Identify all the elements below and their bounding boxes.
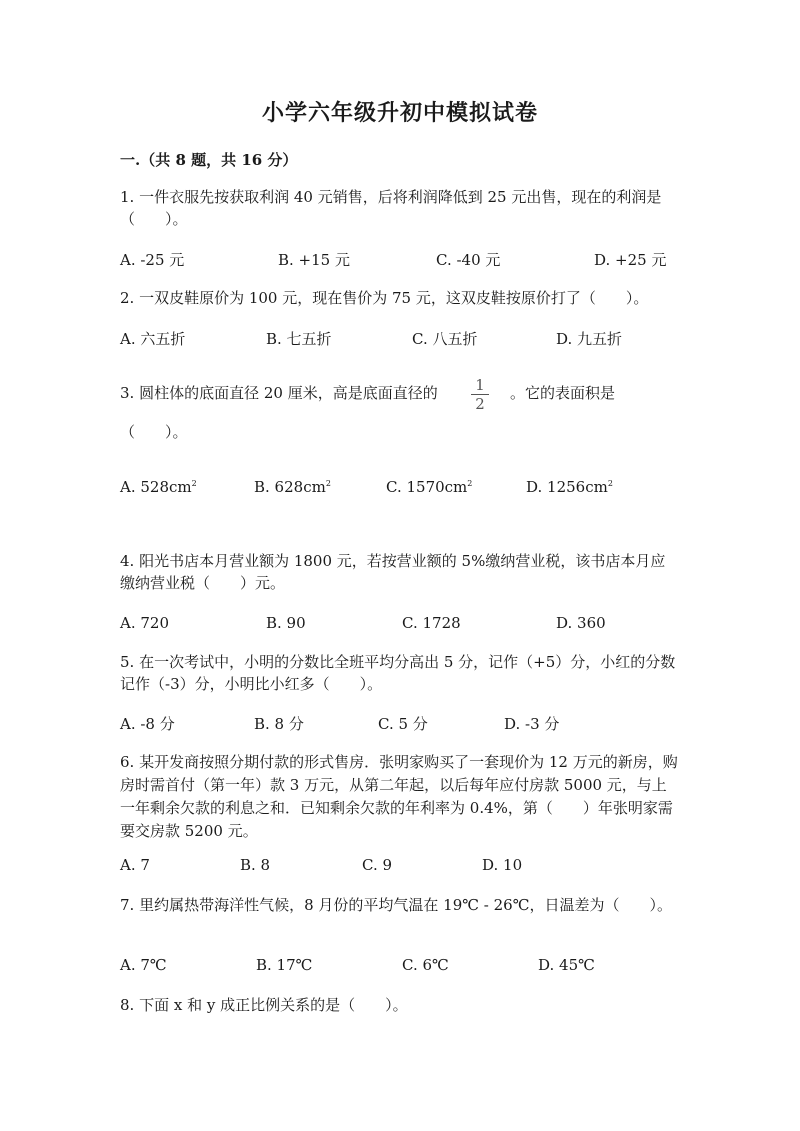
q7-option-b[interactable]: B. 17℃ [256,956,313,974]
q2-option-d[interactable]: D. 九五折 [556,330,623,348]
unit-superscript: 2 [191,479,197,488]
q6-option-d[interactable]: D. 10 [482,856,523,874]
question-2-stem: 2. 一双皮鞋原价为 100 元，现在售价为 75 元，这双皮鞋按原价打了（ ）。 [120,289,649,307]
q3-option-a[interactable] [120,478,197,496]
q4-option-a[interactable]: A. 720 [120,614,169,632]
question-1-stem: 1. 一件衣服先按获取利润 40 元销售，后将利润降低到 25 元出售，现在的利润是（ ）。 [120,188,662,228]
question-4-stem: 4. 阳光书店本月营业额为 1800 元，若按营业额的 5%缴纳营业税，该书店本月应缴纳营业税（ ）元。 [120,552,666,592]
q5-option-c[interactable]: C. 5 分 [378,715,428,733]
q6-option-c[interactable]: C. 9 [362,856,393,874]
q1-option-c[interactable]: C. -40 元 [436,251,501,269]
q1-option-d[interactable]: D. +25 元 [594,251,667,269]
q5-option-b[interactable]: B. 8 分 [254,715,304,733]
section-heading: 一.（共 8 题，共 16 分） [120,151,298,169]
q2-option-c[interactable]: C. 八五折 [412,330,478,348]
q3-option-b[interactable] [254,478,331,496]
unit-superscript: 2 [607,479,613,488]
q4-option-d[interactable]: D. 360 [556,614,606,632]
q3-option-b-text: B. 628cm [254,478,326,496]
fraction-numerator: 1 [475,376,485,394]
page-title: 小学六年级升初中模拟试卷 [261,100,538,126]
question-3-stem-part1: 3. 圆柱体的底面直径 20 厘米，高是底面直径的 [120,384,438,402]
q2-option-a[interactable]: A. 六五折 [120,330,186,348]
q7-option-c[interactable]: C. 6℃ [402,956,449,974]
q4-option-c[interactable]: C. 1728 [402,614,461,632]
q5-option-d[interactable]: D. -3 分 [504,715,560,733]
unit-superscript: 2 [467,479,473,488]
q1-option-b[interactable]: B. +15 元 [278,251,350,269]
q6-option-a[interactable]: A. 7 [120,856,150,874]
q1-option-a[interactable]: A. -25 元 [120,251,185,269]
fraction-denominator: 2 [475,395,485,413]
q3-option-d[interactable] [526,478,613,496]
q3-option-c[interactable] [386,478,472,496]
q3-option-a-text: A. 528cm [120,478,192,496]
question-3-stem-part3: （ ）。 [120,423,188,441]
question-8-stem: 8. 下面 x 和 y 成正比例关系的是（ ）。 [120,996,408,1014]
q6-option-b[interactable]: B. 8 [240,856,271,874]
q4-option-b[interactable]: B. 90 [266,614,306,632]
q7-option-a[interactable]: A. 7℃ [120,956,167,974]
unit-superscript: 2 [325,479,331,488]
q5-option-a[interactable]: A. -8 分 [120,715,175,733]
q2-option-b[interactable]: B. 七五折 [266,330,332,348]
q7-option-d[interactable]: D. 45℃ [538,956,595,974]
question-6-stem: 6. 某开发商按照分期付款的形式售房．张明家购买了一套现价为 12 万元的新房，购房时需首付（第一年）款 3 万元，从第二年起，以后每年应付房款 5000 元，与上一年剩余欠款的利息之和．已知剩余欠款的年利率为 0.4%，第（ ）年张明家需要交房款 5200 元。 [120,753,678,840]
q3-option-c-text: C. 1570cm [386,478,468,496]
fraction-one-half [468,376,492,413]
question-7-stem: 7. 里约属热带海洋性气候，8 月份的平均气温在 19℃ - 26℃，日温差为（ ）。 [120,896,673,914]
q3-option-d-text: D. 1256cm [526,478,608,496]
question-3-stem-part2: 。它的表面积是 [510,384,616,402]
question-5-stem: 5. 在一次考试中，小明的分数比全班平均分高出 5 分，记作（+5）分，小红的分数记作（-3）分，小明比小红多（ ）。 [120,653,676,693]
